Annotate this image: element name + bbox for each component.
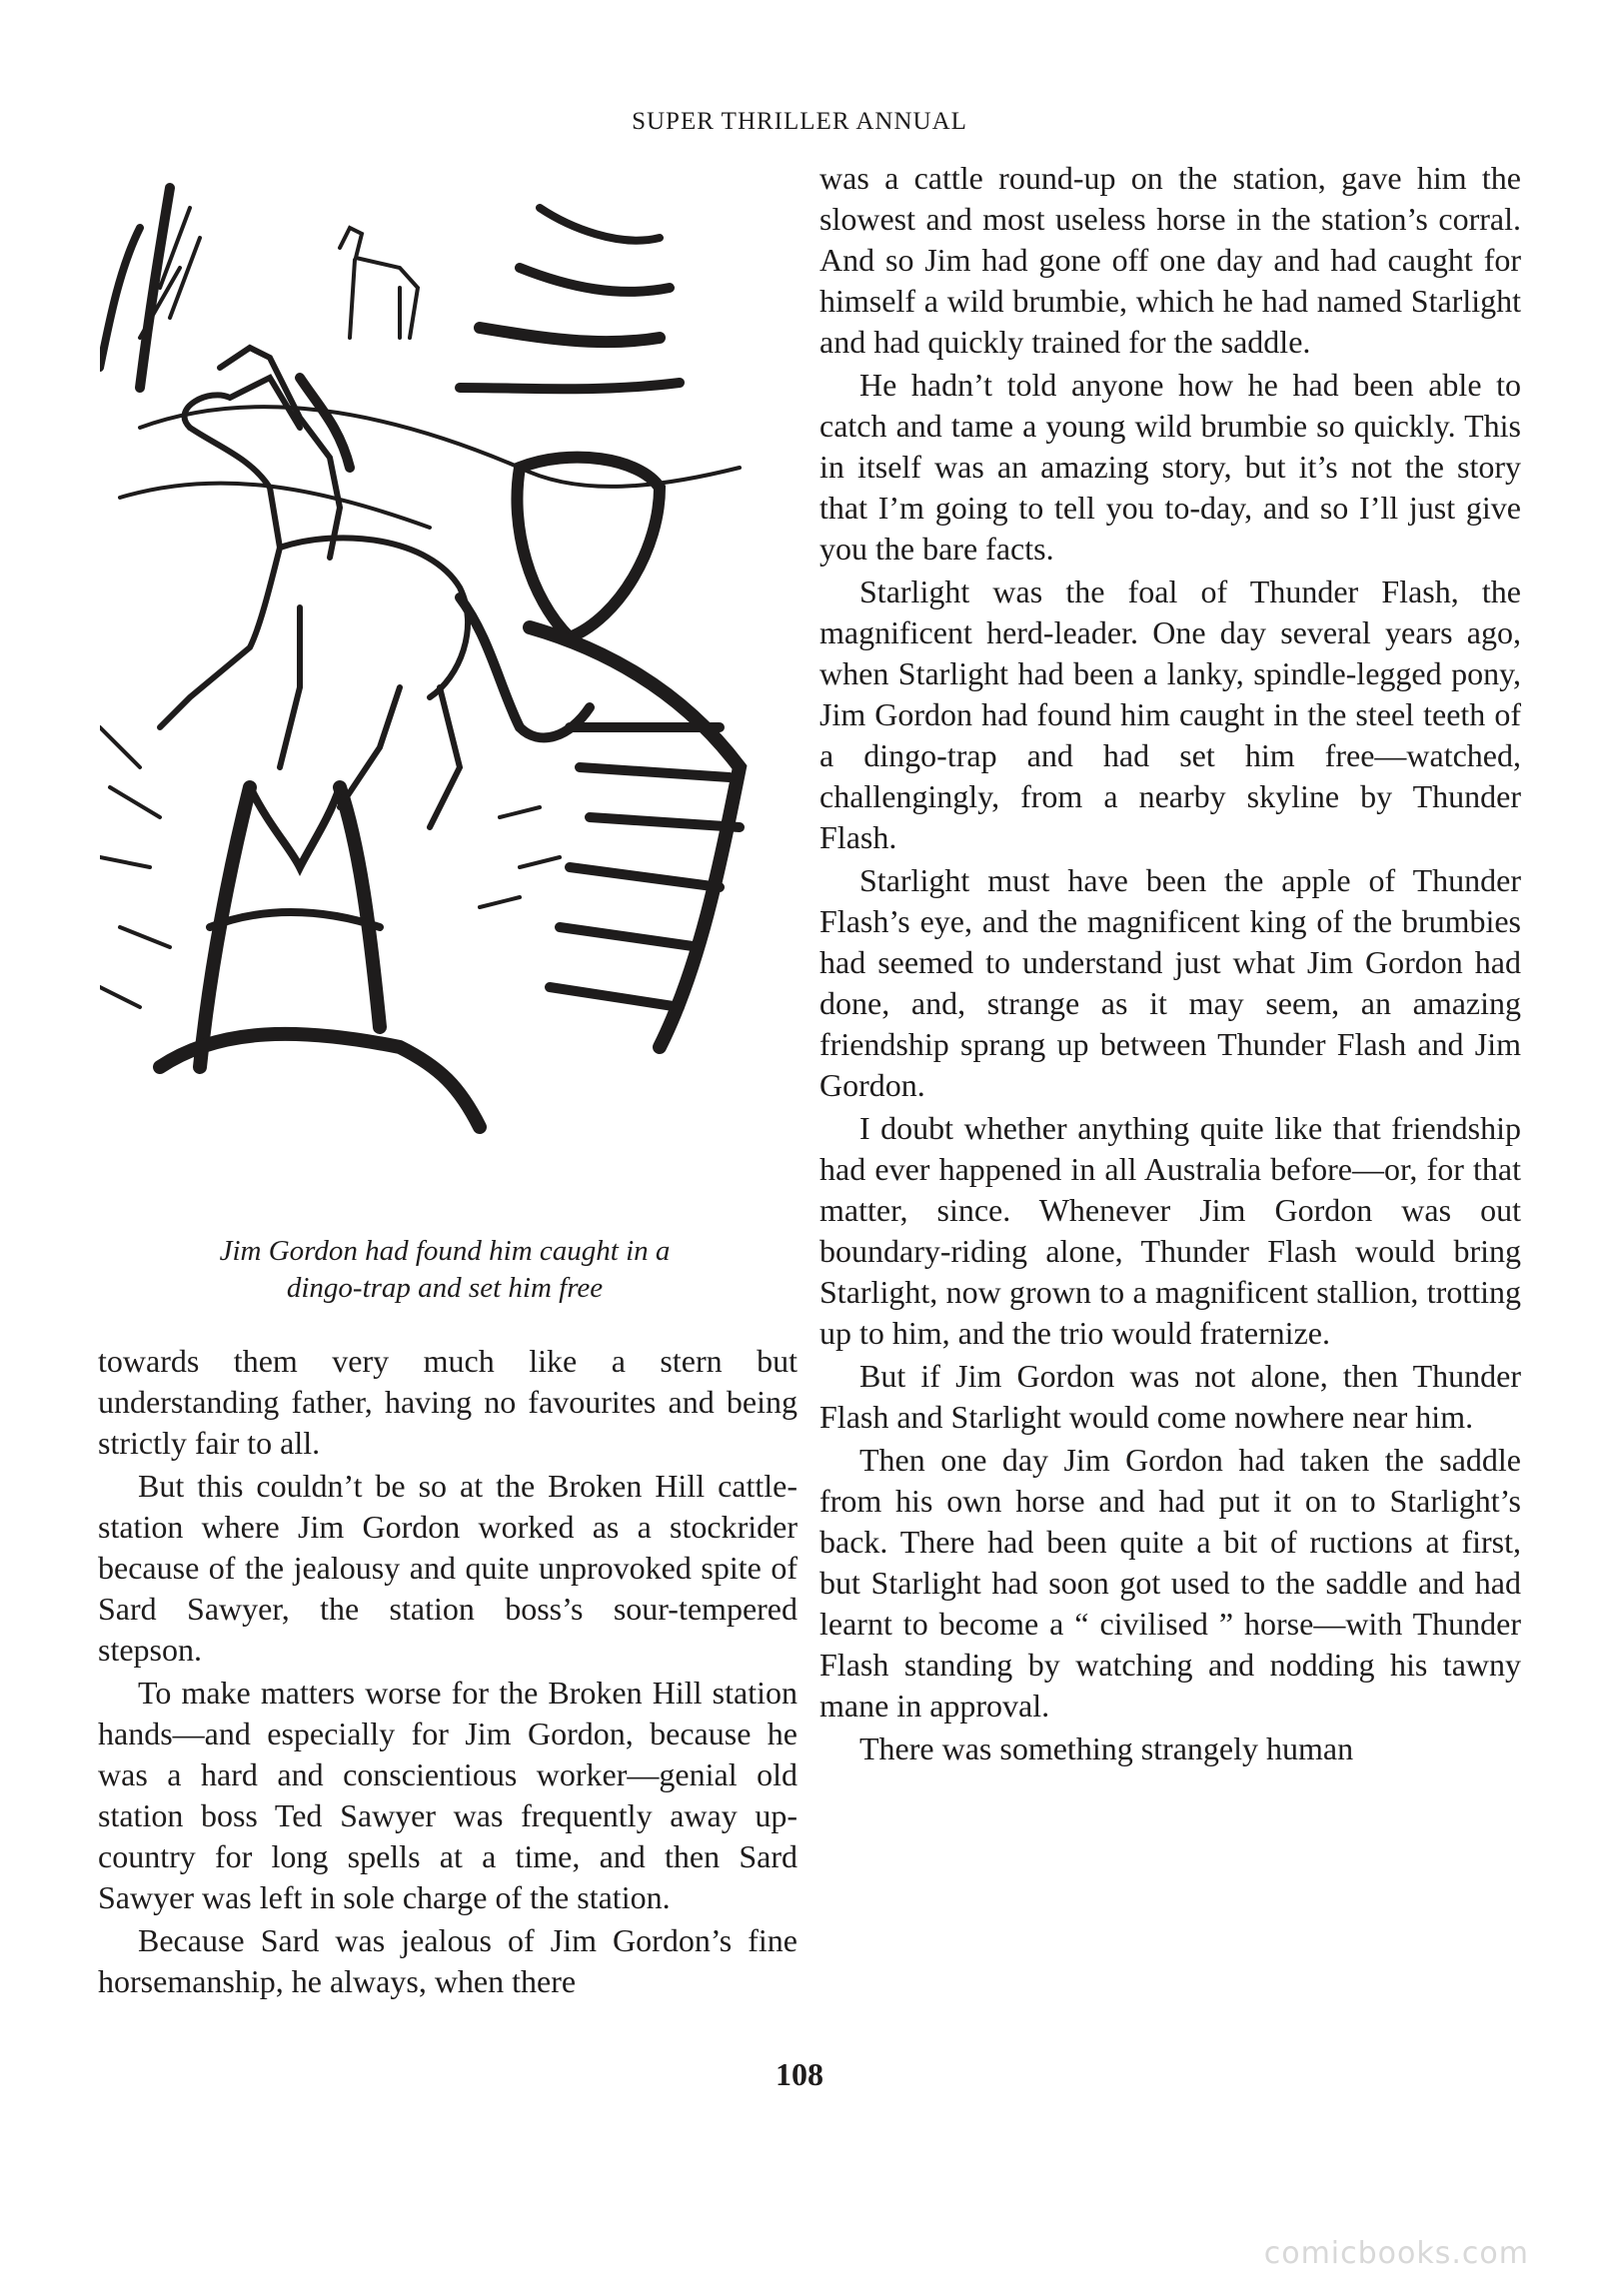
left-column <box>98 1341 798 2004</box>
body-paragraph: He hadn’t told anyone how he had been able to catch and tame a young wild brumbie so quickly. This in itself was an amazing story, but it’s not the story that I’m going to tell you to-day, and so I’ll just give you the bare facts. <box>819 367 1521 567</box>
site-watermark: comicbooks.com <box>1263 2236 1529 2271</box>
body-paragraph: Starlight must have been the apple of Thunder Flash’s eye, and the magnificent king of the brumbies had seemed to understand just what Jim Gordon had done, and, strange as it may seem, an amazing friendship sprang up between Thunder Flash and Jim Gordon. <box>819 862 1521 1103</box>
body-paragraph: towards them very much like a stern but understanding father, having no favourites and being strictly fair to all. <box>98 1343 798 1461</box>
body-paragraph: was a cattle round-up on the station, gave him the slowest and most useless horse in the station’s corral. And so Jim had gone off one day and had caught for himself a wild brumbie, which he had named Starlight and had quickly trained for the saddle. <box>819 160 1521 360</box>
body-paragraph: To make matters worse for the Broken Hill station hands—and especially for Jim Gordon, because he was a hard and conscientious worker—genial old station boss Ted Sawyer was frequently away up-country for long spells at a time, and then Sard Sawyer was left in sole charge of the station. <box>98 1675 798 1915</box>
body-paragraph: There was something strangely human <box>859 1730 1354 1766</box>
body-paragraph: I doubt whether anything quite like that friendship had ever happened in all Australia before—or, for that matter, since. Whenever Jim Gordon was out boundary-riding alone, Thunder Flash would bring Starlight, now grown to a magnificent stallion, trotting up to him, and the trio would fraternize. <box>819 1110 1521 1351</box>
horse-illustration <box>100 168 780 1217</box>
body-paragraph: Because Sard was jealous of Jim Gordon’s fine horsemanship, he always, when there <box>98 1922 798 1999</box>
caption-line-2: dingo-trap and set him free <box>286 1272 604 1304</box>
body-paragraph: Then one day Jim Gordon had taken the saddle from his own horse and had put it on to Starlight’s back. There had been quite a bit of ructions at first, but Starlight had soon got used to the saddle and had learnt to become a “ civilised ” horse—with Thunder Flash standing by watching and nodding his tawny mane in approval. <box>819 1442 1521 1723</box>
body-paragraph: Starlight was the foal of Thunder Flash, the magnificent herd-leader. One day several years ago, when Starlight had been a lanky, spindle-legged pony, Jim Gordon had found him caught in the steel teeth of a dingo-trap and had set him free—watched, challengingly, from a nearby skyline by Thunder Flash. <box>819 574 1521 855</box>
page-number: 108 <box>776 2056 823 2092</box>
running-head: SUPER THRILLER ANNUAL <box>632 108 967 135</box>
body-paragraph: But this couldn’t be so at the Broken Hill cattle-station where Jim Gordon worked as a stockrider because of the jealousy and quite unprovoked spite of Sard Sawyer, the station boss’s sour-tempered stepson. <box>98 1468 798 1668</box>
illustration-caption <box>90 1233 800 1307</box>
body-paragraph: But if Jim Gordon was not alone, then Thunder Flash and Starlight would come nowhere near him. <box>819 1358 1521 1435</box>
right-column <box>819 158 1521 1771</box>
caption-line-1: Jim Gordon had found him caught in a <box>219 1235 671 1267</box>
